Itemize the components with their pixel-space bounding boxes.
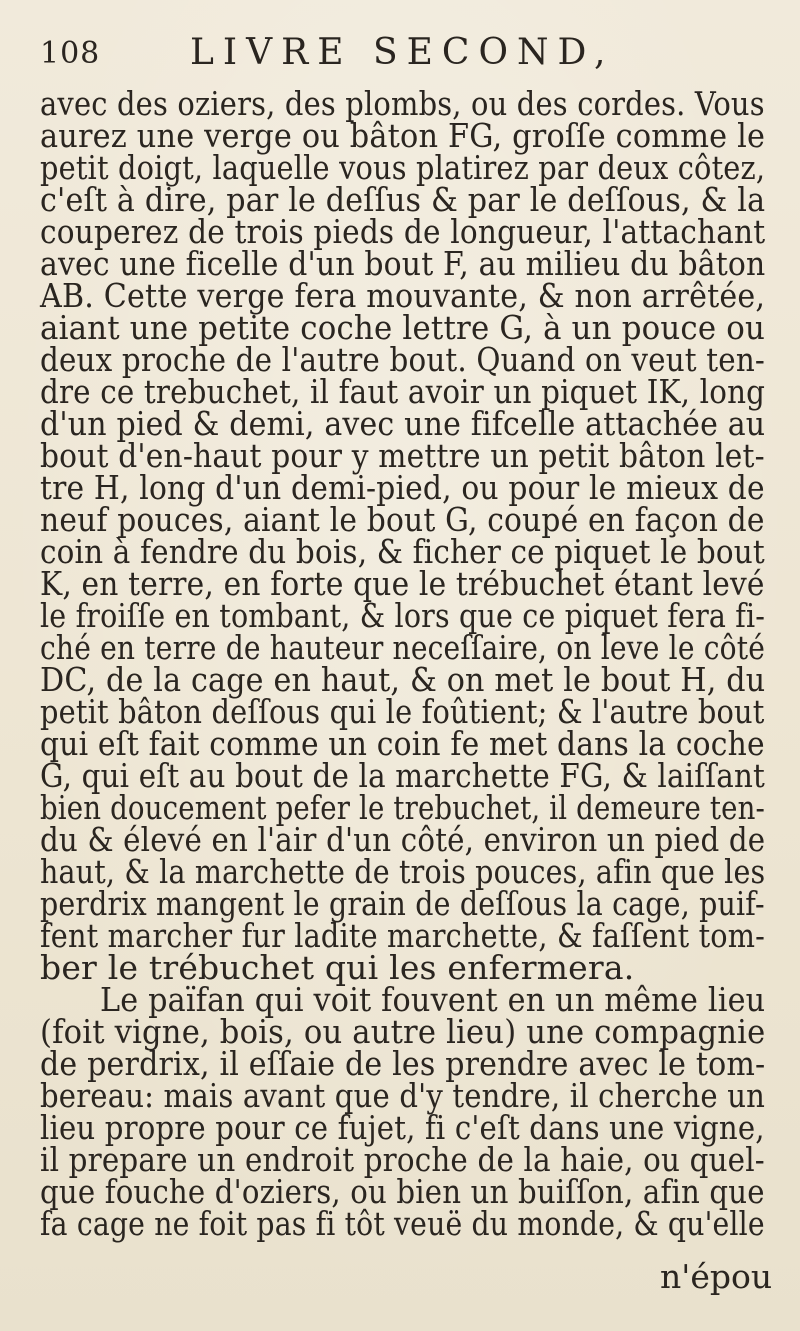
text-line: fa cage ne foit pas fi tôt veuë du monde, & qu'elle bbox=[40, 1204, 765, 1243]
running-head: LIVRE SECOND, bbox=[190, 32, 615, 73]
text-line: de perdrix, il eſſaie de les prendre avec le tom- bbox=[40, 1044, 766, 1083]
text-line: (foit vigne, bois, ou autre lieu) une compagnie bbox=[40, 1012, 766, 1051]
text-line: ber le trébuchet qui les enfermera. bbox=[40, 948, 635, 987]
text-line: tre H, long d'un demi-pied, ou pour le mieux de bbox=[40, 468, 765, 507]
text-line: G, qui eſt au bout de la marchette FG, & laiſſant bbox=[40, 756, 766, 795]
text-line: il prepare un endroit proche de la haie, ou quel- bbox=[40, 1140, 765, 1179]
text-line: bout d'en-haut pour y mettre un petit bâton let- bbox=[40, 436, 765, 475]
text-line: avec une ficelle d'un bout F, au milieu du bâton bbox=[40, 244, 766, 283]
paragraph-first-line: Le païfan qui voit fouvent en un même lieu bbox=[100, 980, 766, 1019]
text-line: c'eſt à dire, par le deſſus & par le deſſous, & la bbox=[40, 180, 766, 219]
page-number: 108 bbox=[40, 36, 101, 71]
text-line: dre ce trebuchet, il faut avoir un piquet IK, long bbox=[40, 372, 766, 411]
text-line: le froiſſe en tombant, & lors que ce piquet fera fi- bbox=[40, 596, 766, 635]
page-header bbox=[40, 28, 760, 78]
text-line: que fouche d'oziers, ou bien un buiſſon, afin que bbox=[40, 1172, 765, 1211]
text-line: bereau: mais avant que d'y tendre, il cherche un bbox=[40, 1076, 766, 1115]
text-line: AB. Cette verge fera mouvante, & non arrêtée, bbox=[40, 276, 766, 315]
text-line: deux proche de l'autre bout. Quand on veut ten- bbox=[40, 340, 765, 379]
text-line: K, en terre, en forte que le trébuchet étant levé bbox=[40, 564, 765, 603]
text-line: petit doigt, laquelle vous platirez par deux côtez, bbox=[40, 148, 766, 187]
text-line: coin à fendre du bois, & ficher ce piquet le bout bbox=[40, 532, 765, 571]
text-line: d'un pied & demi, avec une fifcelle attachée au bbox=[40, 404, 766, 443]
text-line: haut, & la marchette de trois pouces, afin que les bbox=[40, 852, 766, 891]
text-line: qui eſt fait comme un coin fe met dans la coche bbox=[40, 724, 765, 763]
text-line: aiant une petite coche lettre G, à un pouce ou bbox=[40, 308, 766, 347]
text-line: ché en terre de hauteur neceſſaire, on leve le côté bbox=[40, 628, 766, 667]
text-line: fent marcher fur ladite marchette, & faſſent tom- bbox=[40, 916, 766, 955]
text-line: bien doucement pefer le trebuchet, il demeure ten- bbox=[40, 788, 766, 827]
text-line: perdrix mangent le grain de deſſous la cage, puif- bbox=[40, 884, 765, 923]
text-line: du & élevé en l'air d'un côté, environ un pied de bbox=[40, 820, 766, 859]
text-line: petit bâton deſſous qui le foûtient; & l'autre bout bbox=[40, 692, 765, 731]
text-line: neuf pouces, aiant le bout G, coupé en façon de bbox=[40, 500, 765, 539]
text-line: lieu propre pour ce fujet, fi c'eſt dans une vigne, bbox=[40, 1108, 765, 1147]
text-line: aurez une verge ou bâton FG, groſſe comme le bbox=[40, 116, 766, 155]
text-line: couperez de trois pieds de longueur, l'attachant bbox=[40, 212, 766, 251]
text-line: avec des oziers, des plombs, ou des cordes. Vous bbox=[40, 84, 765, 123]
text-line: DC, de la cage en haut, & on met le bout H, du bbox=[40, 660, 766, 699]
catchword: n'épou bbox=[660, 1257, 773, 1296]
